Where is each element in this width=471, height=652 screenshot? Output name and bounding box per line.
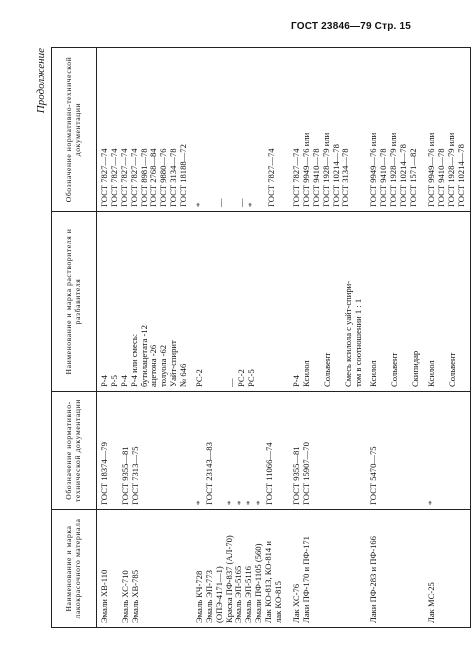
cell-solvent-doc bbox=[424, 48, 470, 212]
cell-solvent bbox=[192, 212, 289, 392]
cell-line: ГОСТ 3134—78 bbox=[340, 148, 351, 207]
cell-line: Эмаль КЧ-728 bbox=[193, 570, 204, 623]
cell-line: Эмали ХВ-110 bbox=[99, 569, 109, 623]
cell-line: Смесь ксилола с уайт-спири- bbox=[342, 280, 353, 387]
cell-line: Эмаль ЭП-5165 bbox=[233, 565, 244, 623]
cell-line: ГОСТ 2768—84 bbox=[148, 148, 159, 207]
cell-line: ГОСТ 3134—78 bbox=[168, 148, 179, 207]
cell-line: Р-4 bbox=[99, 375, 109, 387]
cell-line: ГОСТ 10214—78 bbox=[455, 144, 466, 207]
table-row bbox=[424, 48, 470, 628]
cell-line: ГОСТ 9410—78 bbox=[378, 148, 389, 207]
cell-solvent-doc bbox=[192, 48, 289, 212]
cell-line: том в соотношении 1 : 1 bbox=[352, 298, 363, 387]
cell-line: ГОСТ 9880—76 bbox=[158, 148, 169, 207]
cell-line: ГОСТ 1928—79 или bbox=[320, 132, 331, 207]
cell-line: Эмаль ЭП-773 bbox=[203, 570, 214, 623]
cell-solvent-doc bbox=[289, 48, 366, 212]
cell-material bbox=[424, 510, 470, 628]
cell-line: ГОСТ 9949—76 или bbox=[368, 132, 379, 207]
cell-solvent bbox=[97, 212, 192, 392]
cell-line: * bbox=[254, 500, 265, 505]
cell-material bbox=[366, 510, 424, 628]
cell-line: (ОПЭ-4171—1) bbox=[213, 566, 224, 623]
cell-line: ГОСТ 18188—72 bbox=[178, 144, 188, 207]
cell-line: — bbox=[214, 198, 225, 207]
table-row bbox=[192, 48, 289, 628]
cell-line: Сольвент bbox=[321, 352, 332, 387]
cell-line: ГОСТ 18374—79 bbox=[99, 442, 109, 505]
cell-line: ацетона -26 bbox=[148, 344, 159, 387]
table-row bbox=[289, 48, 366, 628]
cell-line: Ксилол bbox=[368, 360, 379, 387]
cell-line: * bbox=[224, 500, 235, 505]
cell-line: толуола -62 bbox=[158, 344, 169, 387]
cell-line: лак КО-815 bbox=[272, 581, 283, 623]
cell-line: ГОСТ 9410—78 bbox=[435, 148, 446, 207]
rotated-table-area bbox=[35, 48, 466, 628]
table-row bbox=[97, 48, 192, 628]
cell-line: Ксилол bbox=[300, 360, 311, 387]
cell-line: ГОСТ 7827—74 bbox=[266, 148, 277, 207]
cell-line: ГОСТ 7827—74 bbox=[118, 148, 129, 207]
cell-material-doc bbox=[97, 392, 192, 510]
cell-line: Лаки ПФ-283 и ПФ-166 bbox=[368, 536, 379, 623]
cell-solvent-doc bbox=[366, 48, 424, 212]
cell-line: Сольвент bbox=[446, 352, 457, 387]
cell-material-doc bbox=[424, 392, 470, 510]
cell-line: * bbox=[234, 500, 245, 505]
cell-line: ГОСТ 1571—82 bbox=[407, 148, 418, 207]
header-solvent-doc: Обозначение нормативно-технической документации bbox=[52, 48, 97, 212]
table-row bbox=[366, 48, 424, 628]
cell-line: Р-4 или смесь: bbox=[128, 333, 139, 387]
page-header: ГОСТ 23846—79 Стр. 15 bbox=[291, 21, 411, 32]
cell-line bbox=[333, 216, 344, 387]
cell-line: Скипидар bbox=[410, 350, 421, 387]
cell-line: ГОСТ 5470—75 bbox=[368, 446, 379, 505]
cell-line: РС-2 bbox=[235, 369, 246, 387]
cell-line bbox=[226, 52, 237, 207]
cell-line: — bbox=[235, 198, 246, 207]
cell-line: * bbox=[245, 202, 256, 207]
header-solvent: Наименование и марка растворителя и разбавителя bbox=[52, 212, 97, 392]
cell-line: ГОСТ 9355—81 bbox=[291, 446, 301, 505]
cell-line: РС-2 bbox=[193, 369, 204, 387]
cell-line bbox=[275, 396, 286, 505]
cell-line: ГОСТ 15907—70 bbox=[300, 442, 311, 505]
cell-line: ГОСТ 8981—78 bbox=[138, 148, 149, 207]
rotated-content bbox=[35, 48, 466, 628]
cell-material bbox=[289, 510, 366, 628]
cell-line: Сольвент bbox=[389, 352, 400, 387]
cell-line: * bbox=[426, 500, 436, 505]
cell-line: ГОСТ 9949—76 или bbox=[426, 132, 436, 207]
cell-material-doc bbox=[192, 392, 289, 510]
cell-line: ГОСТ 9949—76 или bbox=[300, 132, 311, 207]
cell-line: Краска ПФ-837 (АЛ-70) bbox=[223, 535, 234, 623]
cell-line: ГОСТ 23143—83 bbox=[203, 442, 214, 505]
cell-solvent bbox=[366, 212, 424, 392]
cell-line: ГОСТ 7827—74 bbox=[108, 148, 119, 207]
cell-line: ГОСТ 7827—74 bbox=[128, 148, 139, 207]
cell-line bbox=[215, 396, 226, 505]
cell-line: Уайт-спирит bbox=[168, 340, 179, 387]
cell-line: ГОСТ 11066—74 bbox=[264, 442, 275, 505]
cell-line: — bbox=[225, 378, 236, 387]
cell-material-doc bbox=[366, 392, 424, 510]
cell-line: ГОСТ 7827—74 bbox=[99, 148, 109, 207]
cell-line: РС-5 bbox=[245, 369, 256, 387]
cell-line: ГОСТ 10214—78 bbox=[398, 144, 408, 207]
materials-table bbox=[51, 47, 471, 628]
cell-line: Лаки ПФ-170 и ПФ-171 bbox=[300, 536, 311, 623]
cell-line: Р-5 bbox=[108, 375, 119, 387]
cell-line: ГОСТ 9355—81 bbox=[119, 446, 130, 505]
cell-solvent bbox=[289, 212, 366, 392]
cell-solvent-doc bbox=[97, 48, 192, 212]
cell-line: * bbox=[193, 202, 204, 207]
cell-material bbox=[97, 510, 192, 628]
continuation-label: Продолжение bbox=[35, 48, 47, 114]
cell-line: бутилацетата -12 bbox=[138, 325, 149, 387]
cell-line: ГОСТ 9410—78 bbox=[310, 148, 321, 207]
cell-solvent bbox=[424, 212, 470, 392]
header-material-doc: Обозначение нормативно-технической документации bbox=[52, 392, 97, 510]
header-material: Наименование и марка лакокрасочного материала bbox=[52, 510, 97, 628]
cell-line: Эмали ПФ-1105 (560) bbox=[253, 543, 264, 623]
cell-line: ГОСТ 7827—74 bbox=[291, 148, 301, 207]
cell-line: Эмаль ЭП-5116 bbox=[243, 566, 254, 623]
cell-line: ГОСТ 7313—75 bbox=[129, 446, 140, 505]
cell-line: Лак ХС-76 bbox=[291, 583, 301, 623]
cell-line: Эмаль ХС-710 bbox=[119, 570, 130, 623]
cell-line: Р-4 bbox=[118, 375, 129, 387]
cell-line: № 646 bbox=[178, 363, 188, 387]
cell-line bbox=[205, 216, 216, 387]
cell-line: ГОСТ 10214—78 bbox=[330, 144, 341, 207]
cell-line: Р-4 bbox=[291, 375, 301, 387]
cell-material-doc bbox=[289, 392, 366, 510]
cell-line: ГОСТ 1928—79 или bbox=[445, 132, 456, 207]
cell-line: * bbox=[193, 500, 204, 505]
cell-material bbox=[192, 510, 289, 628]
cell-line: Лак КО-813, КО-814 и bbox=[263, 541, 273, 623]
cell-line: Эмаль ХВ-785 bbox=[129, 570, 140, 623]
cell-line: Лак МС-25 bbox=[426, 582, 436, 623]
cell-line bbox=[216, 216, 227, 387]
cell-line: Ксилол bbox=[426, 360, 436, 387]
cell-line: * bbox=[244, 500, 255, 505]
table-header-row bbox=[52, 48, 97, 628]
cell-line bbox=[205, 52, 216, 207]
cell-line: ГОСТ 1928—79 или bbox=[388, 132, 399, 207]
